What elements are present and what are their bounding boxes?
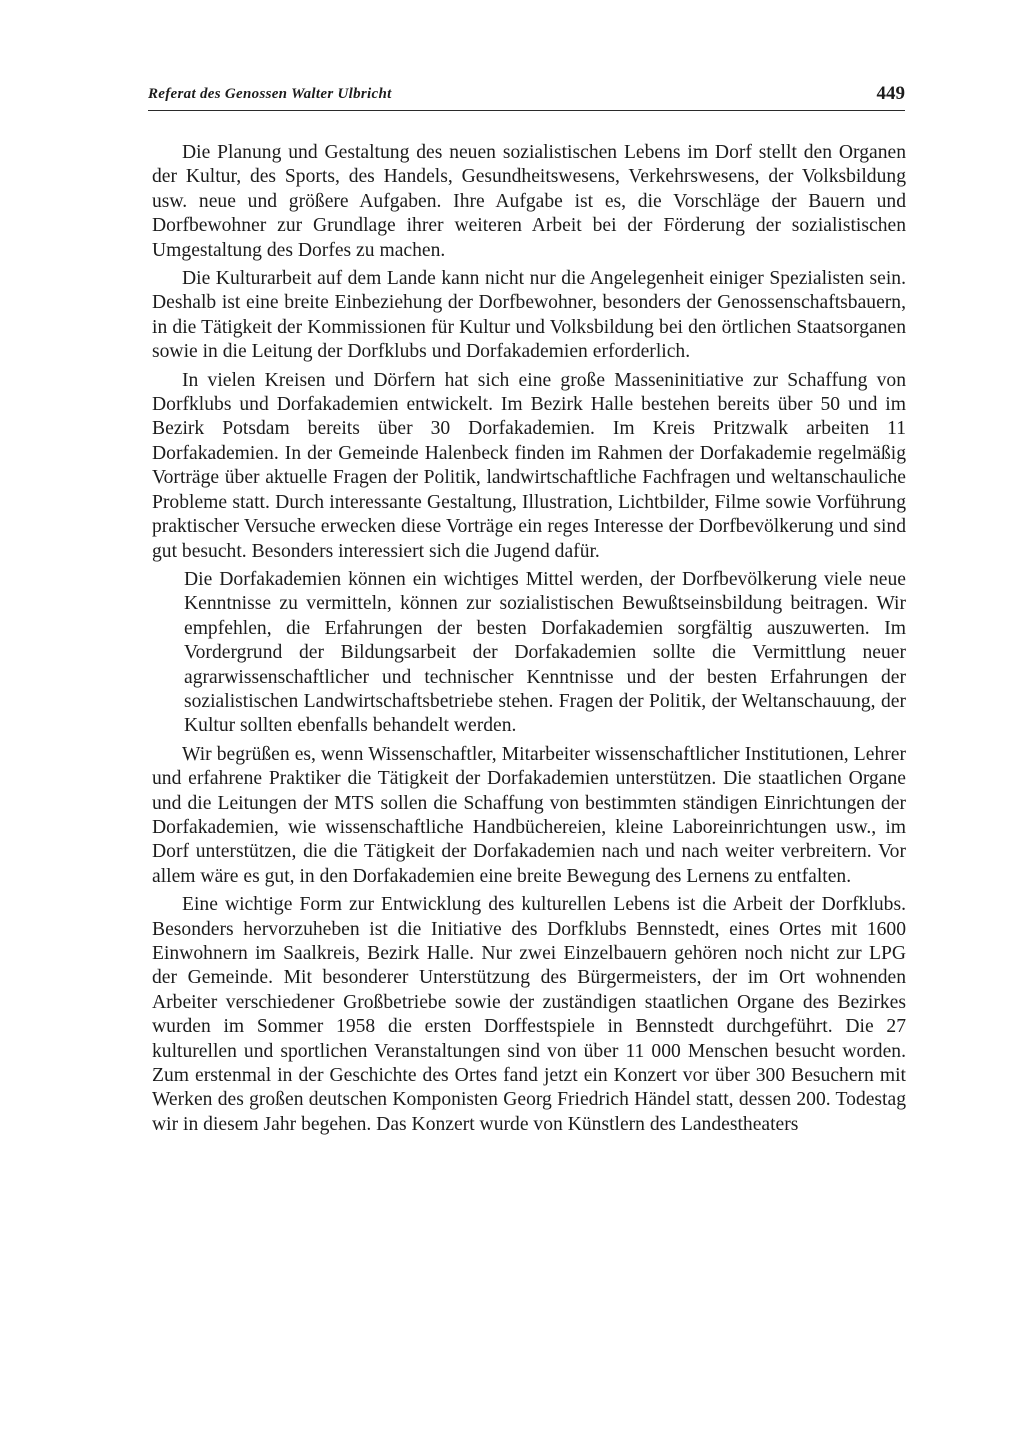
paragraph: Die Planung und Gestaltung des neuen sozialistischen Lebens im Dorf stellt den Organen der Kultur, des Sports, des Handels, Gesundheitswesens, Verkehrswesens, der Volksbildung usw. neue und größere Aufgaben. Ihre Aufgabe ist es, die Vorschläge der Bauern und Dorfbewohner zur Grundlage ihrer weiteren Arbeit bei der Förderung der sozialistischen Umgestaltung des Dorfes zu machen.: [152, 142, 906, 261]
paragraph: Eine wichtige Form zur Entwicklung des kulturellen Lebens ist die Arbeit der Dorfklubs. Besonders hervorzuheben ist die Initiative des Dorfklubs Bennstedt, eines Ortes mit 1600 Einwohnern im Saalkreis, Bezirk Halle. Nur zwei Einzelbauern gehören noch nicht zur LPG der Gemeinde. Mit besonderer Unterstützung des Bürgermeisters, der im Ort wohnenden Arbeiter verschiedener Großbetriebe sowie der zuständigen staatlichen Organe des Bezirkes wurden im Sommer 1958 die ersten Dorffestspiele in Bennstedt durchgeführt. Die 27 kulturellen und sportlichen Veranstaltungen sind von über 11 000 Menschen besucht worden. Zum erstenmal in der Geschichte des Ortes fand jetzt ein Konzert vor über 300 Besuchern mit Werken des großen deutschen Komponisten Georg Friedrich Händel statt, dessen 200. Todestag wir in diesem Jahr begehen. Das Konzert wurde von Künstlern des Landestheaters: [152, 894, 906, 1135]
paragraph: Wir begrüßen es, wenn Wissenschaftler, Mitarbeiter wissenschaftlicher Institutionen, Lehrer und erfahrene Praktiker die Tätigkeit der Dorfakademien unterstützen. Die staatlichen Organe und die Leitungen der MTS sollen die Schaffung von bestimmten ständigen Einrichtungen der Dorfakademien, wie wissenschaftliche Handbüchereien, kleine Laboreinrichtungen usw., im Dorf unterstützen, die die Tätigkeit der Dorfakademien nach und nach weiter verbreitern. Vor allem wäre es gut, in den Dorfakademien eine breite Bewegung des Lernens zu entfalten.: [152, 743, 906, 887]
page-number: 449: [876, 83, 905, 104]
body-text: [152, 141, 906, 1141]
running-title: Referat des Genossen Walter Ulbricht: [148, 86, 392, 102]
paragraph-indented: Die Dorfakademien können ein wichtiges Mittel werden, der Dorfbevölkerung viele neue Kenntnisse zu vermitteln, können zur sozialistischen Bewußtseinsbildung beitragen. Wir empfehlen, die Erfahrungen der besten Dorfakademien sorgfältig auszuwerten. Im Vordergrund der Bildungsarbeit der Dorfakademien sollte die Vermittlung neuer agrarwissenschaftlicher und technischer Kenntnisse und der besten Erfahrungen der sozialistischen Landwirtschaftsbetriebe stehen. Fragen der Politik, der Weltanschauung, der Kultur sollten ebenfalls behandelt werden.: [184, 568, 906, 737]
paragraph: In vielen Kreisen und Dörfern hat sich eine große Masseninitiative zur Schaffung von Dorfklubs und Dorfakademien entwickelt. Im Bezirk Halle bestehen bereits über 50 und im Bezirk Potsdam bereits über 30 Dorfakademien. Im Kreis Pritzwalk arbeiten 11 Dorfakademien. In der Gemeinde Halenbeck finden im Rahmen der Dorfakademie regelmäßig Vorträge über aktuelle Fragen der Politik, landwirtschaftliche Fachfragen und weltanschauliche Probleme statt. Durch interessante Gestaltung, Illustration, Lichtbilder, Filme sowie Vorführung praktischer Versuche erwecken diese Vorträge ein reges Interesse der Dorfbevölkerung und sind gut besucht. Besonders interessiert sich die Jugend dafür.: [152, 369, 906, 562]
paragraph: Die Kulturarbeit auf dem Lande kann nicht nur die Angelegenheit einiger Spezialisten sein. Deshalb ist eine breite Einbeziehung der Dorfbewohner, besonders der Genossenschaftsbauern, in die Tätigkeit der Kommissionen für Kultur und Volksbildung bei den örtlichen Staatsorganen sowie in die Leitung der Dorfklubs und Dorfakademien erforderlich.: [152, 268, 906, 363]
page-header: [148, 84, 905, 111]
